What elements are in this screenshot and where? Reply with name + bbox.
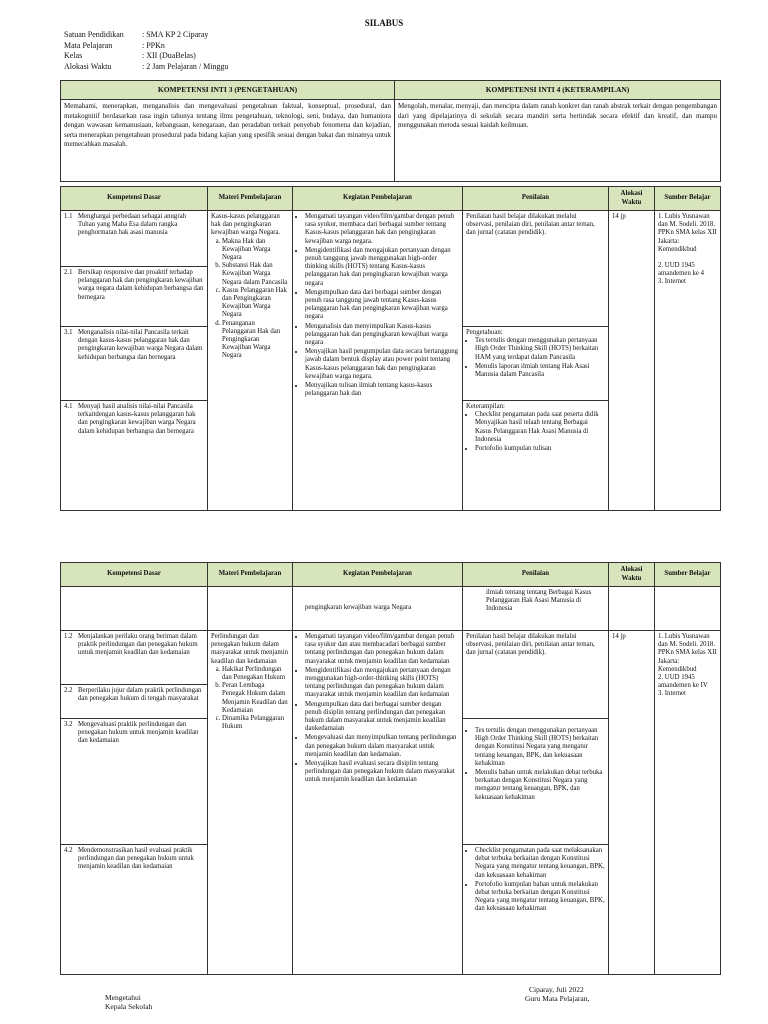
pengetahuan-item: • Menulis bahan untuk melakukan debat terbuka berkaitan dengan Konstitusi Negara yang mengatur tentang keuangan, BPK, dan kekuasaan kehakiman [475, 769, 605, 802]
ki3-header: KOMPETENSI INTI 3 (PENGETAHUAN) [61, 81, 395, 100]
header-alokasi: Alokasi Waktu [609, 563, 655, 587]
materi-cell [208, 631, 293, 975]
alokasi-cell: 14 jp [609, 631, 655, 975]
header-penilaian: Penilaian [463, 563, 609, 587]
continuation-materi-cell [208, 587, 293, 631]
sumber-item: 1. Lubis Yusnawan dan M. Sodeli. 2018. PPKn SMA kelas XII Jakarta: Kemendikbud [658, 633, 717, 673]
keterampilan-list [466, 411, 605, 453]
kd-cell [61, 267, 208, 327]
identity-value: : SMA KP 2 Ciparay [142, 30, 209, 39]
identity-value: : XII (DuaBelas) [142, 51, 196, 60]
pengetahuan-item: • Tes tertulis dengan menggunakan pertanyaan High Order Thinking Skill (HOTS) berkaitan dengan Konstitusi Negara yang mengatur tentang keuangan, BPK, dan kekuasaan kehakiman [475, 727, 605, 768]
signature-right-line2: Guru Mata Pelajaran, [525, 994, 590, 1003]
pengetahuan-item: • Menulis laporan ilmiah tentang Hak Asasi Manusia dalam Pancasila [475, 363, 605, 379]
kegiatan-cell [293, 211, 463, 511]
keterampilan-item: • Checklist pengamatan pada saat melaksanakan debat terbuka berkaitan dengan Konstitusi Negara yang mengatur tentang keuangan, BPK, dan kekuasaan kehakiman [475, 847, 605, 880]
materi-item: c. Dinamika Pelanggaran Hukum [222, 715, 289, 731]
sumber-item: 1. Lubis Yusnawan dan M. Sodeli. 2018. PPKn SMA kelas XII Jakarta: Kemendikbud [658, 213, 717, 253]
kd-cell [61, 401, 208, 511]
keterampilan-list [466, 847, 605, 914]
kd-text: Berperilaku jujur dalam praktik perlindungan dan penegakan hukum di tengah masyarakat [78, 687, 202, 703]
pengetahuan-label: Pengetahuan: [466, 329, 503, 336]
kegiatan-item: • Mengumpulkan data dari berbagai sumber dengan penuh disiplin tentang perlindungan dan penegakan hukum dalam masyarakat untuk menjamin keadilan dankedamaian [305, 701, 459, 734]
syllabus-table-1 [60, 186, 721, 511]
kd-text: Mendemonstrasikan hasil evaluasi praktik perlindungan dan penegakan hukum untuk menjamin keadilan dan kedamaian [78, 847, 194, 871]
materi-list [211, 238, 289, 361]
header-kegiatan: Kegiatan Pembelajaran [293, 563, 463, 587]
header-alokasi: Alokasi Waktu [609, 187, 655, 211]
sumber-item: 3. Internet [658, 278, 686, 286]
identity-row [64, 62, 228, 73]
kegiatan-item: • Mengumpulkan data dari berbagai sumber dengan penuh rasa tanggung jawab tentang Kasus-kasus pelanggaran hak dan pengingkaran kewajiban warga negara [305, 289, 459, 322]
kd-number: 4.1 [64, 403, 73, 410]
signature-left-line2: Kepala Sekolah [105, 1002, 153, 1011]
kd-text: Mengevaluasi praktik perlindungan dan penegakan hukum untuk menjamin keadilan dan kedamaian [78, 721, 199, 745]
kegiatan-item: • Menganalisis dan menyimpulkan Kasus-kasus pelanggaran hak dan pengingkaran kewajiban warga negara [305, 323, 459, 348]
identity-row [64, 30, 228, 41]
ki3-text: Memahami, menerapkan, menganalisis dan mengevaluasi pengetahuan faktual, konseptual, prosedural, dan metakognitif berdasarkan rasa ingin tahunya tentang ilmu pengetahuan, teknologi, seni, budaya, dan humaniora dengan wawasan kemanusiaan, kebangsaan, kenegaraan, dan peradaban terkait penyebab fenomena dan kejadian, serta menerapkan pengetahuan prosedural pada bidang kajian yang spesifik sesuai dengan bakat dan minatnya untuk memecahkan masalah. [61, 100, 395, 182]
materi-item: c. Kasus Pelanggaran Hak dan Pengingkaran Kewajiban Warga Negara [222, 287, 289, 320]
document-title: SILABUS [364, 18, 404, 28]
signature-right-line1: Ciparay, Juli 2022 [529, 985, 584, 994]
kd-number: 1.2 [64, 633, 73, 640]
sumber-cell [655, 211, 721, 511]
identity-key: Satuan Pendidikan [64, 30, 124, 39]
kd-cell [61, 845, 208, 975]
penilaian-intro-cell: Penilaian hasil belajar dilakukan melalui observasi, penilaian diri, penilaian antar teman, dan jurnal (catatan pendidik). [463, 631, 609, 719]
continuation-kd-cell [61, 587, 208, 631]
syllabus-table-2 [60, 562, 721, 975]
kegiatan-cell [293, 631, 463, 975]
signature-left [105, 993, 152, 1011]
header-kd: Kompetensi Dasar [61, 187, 208, 211]
kegiatan-item: • Mengamati tayangan video/film/gambar dengan penuh rasa syukur, membaca dari berbagai sumber tentang Kasus-kasus pelanggaran hak dan pengingkaran kewajiban warga negara. [305, 213, 459, 246]
kegiatan-item: • Menyajikan hasil evaluasi secara disiplin tentang perlindungan dan penegakan hukum dalam masyarakat untuk menjamin keadilan dan kedamaian [305, 760, 459, 785]
penilaian-intro-cell: Penilaian hasil belajar dilakukan melalui observasi, penilaian diri, penilaian antar teman, dan jurnal (catatan pendidik). [463, 211, 609, 327]
kd-number: 1.1 [64, 213, 73, 220]
kd-text: Menjalankan perilaku orang beriman dalam praktik perlindungan dan penegakan hukum untuk menjamin keadilan dan kedamaian [78, 633, 198, 657]
keterampilan-item: • Checklist pengamatan pada saat peserta didik Menyajikan hasil telaah tentang Berbagai Kasus Pelanggaran Hak Asasi Manusia di Indonesia [475, 411, 605, 444]
keterampilan-item: • Portofolio kumpulan tulisan [475, 445, 605, 453]
materi-item: d. Penanganan Pelanggaran Hak dan Pengingkaran Kewajiban Warga Negara [222, 320, 289, 361]
materi-item: a. Hakikat Perlindungan dan Penegakan Hukum [222, 666, 289, 682]
kd-text: Menganalisis nilai-nilai Pancasila terkait dengan kasus-kasus pelanggaran hak dan pengingkaran kewajiban warga Negara dalam kehidupan berbangsa dan bernegara [78, 329, 203, 361]
kd-cell [61, 211, 208, 267]
continuation-penilaian-cell [463, 587, 609, 631]
ki4-header: KOMPETENSI INTI 4 (KETERAMPILAN) [395, 81, 721, 100]
kd-cell [61, 685, 208, 719]
kd-number: 4.2 [64, 847, 73, 854]
header-sumber: Sumber Belajar [655, 563, 721, 587]
materi-item: b. Peran Lembaga Penegak Hukum dalam Menjamin Keadilan dan Kedamaian [222, 682, 289, 715]
identity-key: Mata Pelajaran [64, 40, 113, 50]
continuation-alokasi-cell [609, 587, 655, 631]
continuation-kegiatan-text: pengingkaran kewajiban warga Negara [305, 604, 412, 612]
header-penilaian: Penilaian [463, 187, 609, 211]
header-kegiatan: Kegiatan Pembelajaran [293, 187, 463, 211]
keterampilan-cell [463, 845, 609, 975]
materi-item: b. Substansi Hak dan Kewajiban Warga Negara dalam Pancasila [222, 262, 289, 287]
pengetahuan-cell [463, 719, 609, 845]
kegiatan-list [296, 633, 459, 785]
keterampilan-cell [463, 401, 609, 511]
kd-number: 2.2 [64, 687, 73, 694]
sumber-item: 3. Internet [658, 690, 686, 698]
kegiatan-item: • Mengidentifikasi dan mengajukan pertanyaan dengan menggunakan high-order-thinking skills (HOTS) tentang perlindungan dan penegakan hukum dalam masyarakat untuk menjamin keadilan dan kedamaian [305, 667, 459, 700]
ki4-text: Mengolah, menalar, menyaji, dan mencipta dalam ranah konkret dan ranah abstrak terkait dengan pengembangan dari yang dipelajarinya di sekolah secara mandiri serta bertindak secara efektif dan kreatif, dan mampu menggunakan metoda sesuai kaidah keilmuan. [395, 100, 721, 182]
header-materi: Materi Pembelajaran [208, 187, 293, 211]
continuation-penilaian-text: ilmiah tentang tentang Berbagai Kasus Pelanggaran Hak Asasi Manusia di Indonesia [486, 589, 592, 613]
kegiatan-list [296, 213, 459, 398]
continuation-kegiatan-cell [293, 587, 463, 631]
materi-item: a. Makna Hak dan Kewajiban Warga Negara [222, 238, 289, 263]
materi-intro: Kasus-kasus pelanggaran hak dan pengingkaran kewajiban warga Negara. [211, 213, 281, 237]
materi-list [211, 666, 289, 732]
sumber-item: 2. UUD 1945 amandemen ke 4 [658, 262, 705, 278]
kd-text: Menghargai perbedaan sebagai anugrah Tuhan yang Maha Esa dalam rangka penghormatan hak asasi manusia [78, 213, 187, 237]
materi-intro: Perlindungan dan penegakan hukum dalam masyarakat untuk menjamin keadilan dan kedamaian [211, 633, 289, 665]
kd-number: 3.2 [64, 721, 73, 728]
kd-cell [61, 327, 208, 401]
signature-left-line1: Mengetahui [105, 993, 141, 1002]
kd-text: Menyaji hasil analisis nilai-nilai Pancasila terkaitdengan kasus-kasus pelanggaran hak dan pengingkaran kewajiban warga Negara dalam kehidupan berbangsa dan bernegara [78, 403, 196, 435]
identity-key: Alokasi Waktu [64, 61, 112, 71]
kegiatan-item: • Mengevaluasi dan menyimpulkan tentang perlindungan dan penegakan hukum dalam masyarakat untuk menjamin keadilan dan kedamaian. [305, 734, 459, 759]
kd-number: 2.1 [64, 269, 73, 276]
kd-cell [61, 631, 208, 685]
header-sumber: Sumber Belajar [655, 187, 721, 211]
kegiatan-item: • Menyajikan hasil pengumpulan data secara bertanggung jawab dalam bentuk display atau power point tentang Kasus-kasus pelanggaran hak dan pengingkaran kewajiban warga negara. [305, 348, 459, 381]
identity-row [64, 41, 228, 52]
pengetahuan-list [466, 721, 605, 802]
keterampilan-label: Keterampilan: [466, 403, 505, 410]
kegiatan-item: • Mengamati tayangan video/film/gambar dengan penuh rasa syukur dan atau membacadari berbagai sumber tentang perlindungan dan penegakan hukum dalam masyarakat untuk menjamin keadilan dan kedamaian [305, 633, 459, 666]
keterampilan-item: • Portofolio kumpulan bahan untuk melakukan debat terbuka berkaitan dengan Konstitusi Negara yang mengatur tentang keuangan, BPK, dan kekuasaan kehakiman [475, 881, 605, 914]
kegiatan-item: • Menyajikan tulisan ilmiah tentang kasus-kasus pelanggaran hak dan [305, 382, 459, 398]
identity-value: : 2 Jam Pelajaran / Minggu [142, 61, 229, 71]
identity-key: Kelas [64, 51, 83, 60]
materi-cell [208, 211, 293, 511]
identity-row [64, 51, 228, 62]
pengetahuan-cell [463, 327, 609, 401]
kompetensi-inti-table [60, 80, 721, 182]
identity-block [64, 30, 228, 72]
pengetahuan-item: • Tes tertulis dengan menggunakan pertanyaan High Order Thinking Skill (HOTS) berkaitan HAM yang terdapat dalam Pancasila [475, 337, 605, 362]
signature-right [525, 985, 589, 1003]
identity-value: : PPKn [142, 40, 165, 50]
kd-number: 3.1 [64, 329, 73, 336]
continuation-sumber-cell [655, 587, 721, 631]
alokasi-cell: 14 jp [609, 211, 655, 511]
pengetahuan-list [466, 337, 605, 379]
sumber-item: 2. UUD 1945 amandemen ke IV [658, 674, 708, 690]
sumber-cell [655, 631, 721, 975]
header-kd: Kompetensi Dasar [61, 563, 208, 587]
kegiatan-item: • Mengidentifikasi dan mengajukan pertanyaan dengan penuh tanggung jawab menggunakan high-order thinking skills (HOTS) tentang Kasus-kasus pelanggaran hak dan pengingkaran kewajiban warga negara [305, 247, 459, 288]
header-materi: Materi Pembelajaran [208, 563, 293, 587]
kd-cell [61, 719, 208, 845]
kd-text: Bersikap responsive dan proaktif terhadap pelanggaran hak dan pengingkaran kewajiban warga negara dalam kehidupan berbangsa dan bernegara [78, 269, 204, 301]
